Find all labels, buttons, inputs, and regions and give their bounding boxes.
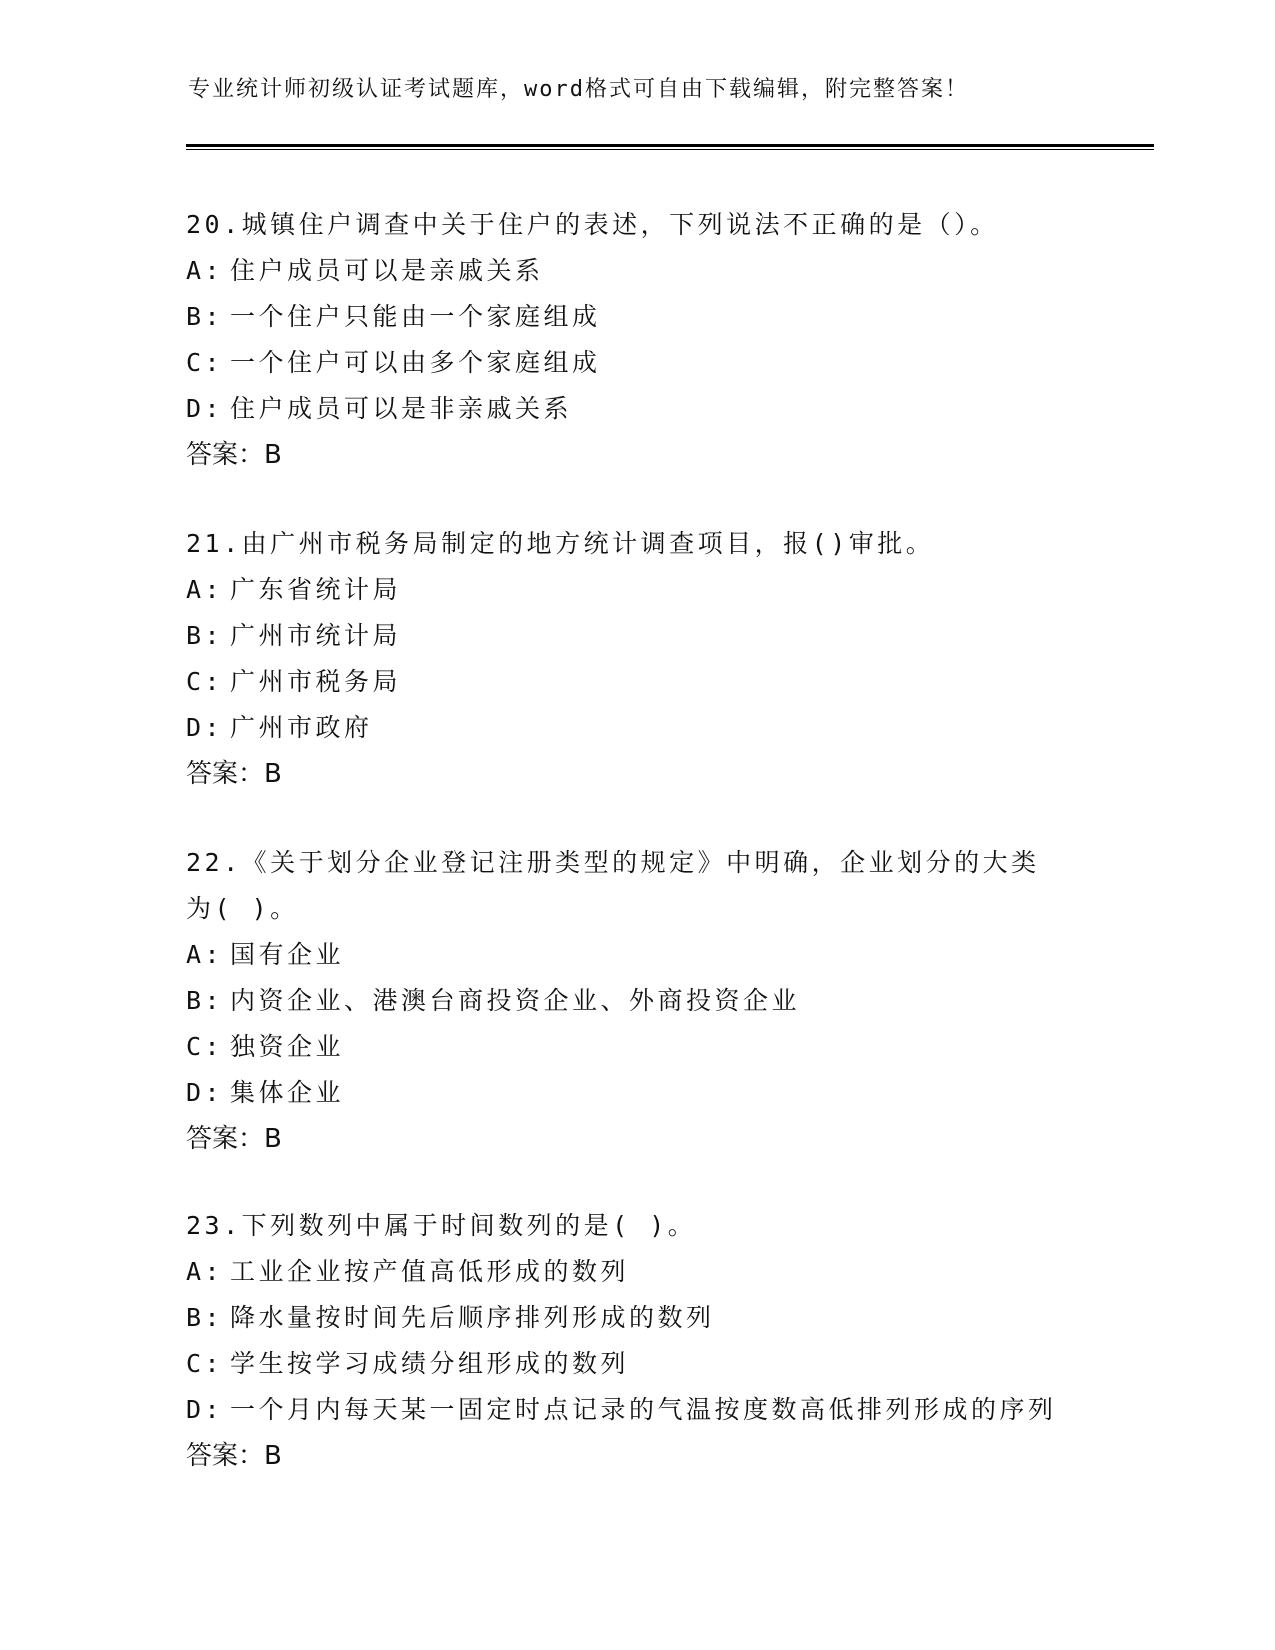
option-d [186, 1070, 1086, 1116]
option-text: 住户成员可以是非亲戚关系 [230, 394, 573, 423]
option-letter: C: [186, 1032, 224, 1061]
header-divider-thick [186, 144, 1154, 147]
option-letter: B: [186, 986, 224, 1015]
option-c [186, 1024, 1086, 1070]
option-b [186, 1295, 1086, 1341]
option-letter: C: [186, 667, 224, 696]
option-c [186, 1341, 1086, 1387]
answer: 答案：B [186, 1124, 282, 1154]
option-a [186, 1249, 1086, 1295]
question-22 [186, 840, 1086, 1162]
option-b [186, 978, 1086, 1024]
option-letter: A: [186, 575, 224, 604]
option-text: 学生按学习成绩分组形成的数列 [230, 1349, 630, 1378]
option-b [186, 294, 1086, 340]
option-text: 国有企业 [230, 940, 345, 969]
option-text: 降水量按时间先后顺序排列形成的数列 [230, 1303, 715, 1332]
option-d [186, 705, 1086, 751]
option-letter: B: [186, 1303, 224, 1332]
option-a [186, 932, 1086, 978]
question-21 [186, 521, 1086, 797]
option-text: 独资企业 [230, 1032, 345, 1061]
question-20 [186, 202, 1086, 478]
option-c [186, 659, 1086, 705]
option-text: 住户成员可以是亲戚关系 [230, 256, 544, 285]
option-letter: B: [186, 302, 224, 331]
option-letter: C: [186, 348, 224, 377]
option-d [186, 386, 1086, 432]
option-letter: D: [186, 394, 224, 423]
option-letter: D: [186, 1395, 224, 1424]
option-text: 广州市税务局 [230, 667, 402, 696]
option-letter: D: [186, 1078, 224, 1107]
answer: 答案：B [186, 440, 282, 470]
question-23 [186, 1203, 1086, 1479]
option-text: 一个月内每天某一固定时点记录的气温按度数高低排列形成的序列 [230, 1395, 1057, 1424]
option-d [186, 1387, 1086, 1433]
question-title: 22.《关于划分企业登记注册类型的规定》中明确，企业划分的大类为( )。 [186, 848, 1040, 923]
option-a [186, 567, 1086, 613]
option-letter: A: [186, 940, 224, 969]
option-letter: A: [186, 256, 224, 285]
answer: 答案：B [186, 759, 282, 789]
option-letter: A: [186, 1257, 224, 1286]
option-text: 广东省统计局 [230, 575, 402, 604]
option-text: 广州市统计局 [230, 621, 402, 650]
option-b [186, 613, 1086, 659]
option-text: 广州市政府 [230, 713, 373, 742]
option-letter: D: [186, 713, 224, 742]
option-letter: B: [186, 621, 224, 650]
option-text: 工业企业按产值高低形成的数列 [230, 1257, 630, 1286]
option-text: 一个住户只能由一个家庭组成 [230, 302, 601, 331]
option-text: 集体企业 [230, 1078, 345, 1107]
question-title: 23.下列数列中属于时间数列的是( )。 [186, 1211, 697, 1240]
option-c [186, 340, 1086, 386]
option-a [186, 248, 1086, 294]
header-divider-thin [186, 149, 1154, 150]
answer: 答案：B [186, 1441, 282, 1471]
option-text: 一个住户可以由多个家庭组成 [230, 348, 601, 377]
option-text: 内资企业、港澳台商投资企业、外商投资企业 [230, 986, 801, 1015]
option-letter: C: [186, 1349, 224, 1378]
question-title: 21.由广州市税务局制定的地方统计调查项目，报()审批。 [186, 529, 935, 558]
document-header: 专业统计师初级认证考试题库，word格式可自由下载编辑，附完整答案！ [188, 77, 969, 102]
question-title: 20.城镇住户调查中关于住户的表述，下列说法不正确的是（）。 [186, 210, 999, 239]
